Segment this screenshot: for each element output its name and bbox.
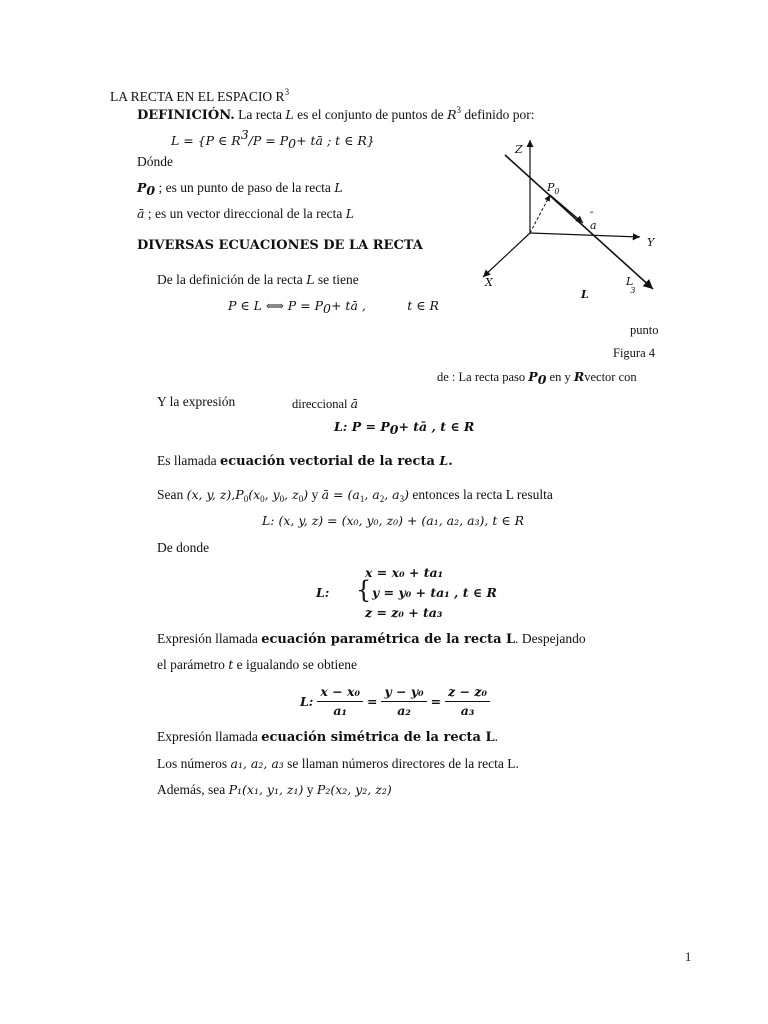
vector-equation: L: $P = P_0+$ tā , t ∈ R [334,419,475,437]
page-title: LA RECTA EN EL ESPACIO $R^3$ [110,87,290,104]
label-a: a [590,219,597,232]
label-x: X [485,276,493,289]
param-eq-z: z = z₀ + ta₃ [365,605,443,620]
caption-punto: punto [630,323,659,337]
label-z: Z [515,143,523,156]
definition-heading: DEFINICIÓN. [137,108,235,123]
caption-line: de : La recta paso $P_0$ en y Rvector con [437,369,637,387]
param-label: L: [316,585,330,600]
set-equation: L = {P ∈ $R^3/P = P_0+$ tā ; t ∈ R} [171,127,375,151]
label-l-bold: L [581,288,589,301]
y-axis [530,233,640,237]
definition-line: DEFINICIÓN. La recta L es el conjunto de puntos de $R^3$ definido por: [137,105,535,123]
x-axis [483,233,530,277]
param-eq-y: y = y₀ + ta₁ , t ∈ R [372,585,497,600]
p0-position-vector [530,195,550,233]
label-l: L 3 [626,275,636,295]
label-y: Y [647,236,655,249]
a-description: ā ; es un vector direccional de la recta L [137,206,355,221]
direccional-label: direccional ā [292,396,359,411]
donde-label: Dónde [137,154,173,169]
ademas-line: Además, sea P₁(x₁, y₁, z₁) y P₂(x₂, y₂, z₂) [157,782,392,797]
sean-line: Sean (x, y, $z),P_0(x_0$, $y_0$, $z_0$) y ā = ($a_1$, $a_2$, $a_3$) entonces la recta L resulta [157,487,553,504]
param-eq-x: x = x₀ + ta₁ [365,565,444,580]
param-brace: { [356,576,372,604]
line-l [505,155,653,289]
expresion-simetrica: Expresión llamada ecuación simétrica de la recta L. [157,729,499,745]
label-p0: $P_0$ [547,181,560,196]
caption-figura: Figura 4 [613,346,656,360]
page-number: 1 [685,950,692,964]
de-donde: De donde [157,540,210,555]
p0-description: $P_0$ ; es un punto de paso de la recta L [137,180,343,198]
section-heading: DIVERSAS ECUACIONES DE LA RECTA [137,238,423,253]
iff-equation: P ∈ L ⟺ $P = P_0+$ tā , t ∈ R [228,298,439,316]
y-la-expresion: Y la expresión [157,394,236,409]
numeros-directores: Los números a₁, a₂, a₃ se llaman números directores de la recta L. [157,756,519,771]
direction-vector [550,195,583,223]
line-equation: L: (x, y, z) = (x₀, y₀, z₀) + (a₁, a₂, a₃), t ∈ R [262,513,525,528]
de-la-definicion: De la definición de la recta L se tiene [157,272,359,287]
es-llamada: Es llamada ecuación vectorial de la recta L. [157,453,453,469]
symmetric-equation: L: $\frac{\text{x − x₀}}{\text{a₁}}$ = $\frac{\text{y − y₀}}{\text{a₂}}$ = $\frac{\text{z − z₀}}{\text{a₃}}$ [300,683,494,720]
label-a-bar: ¯ [588,210,594,223]
el-parametro: el parámetro t e igualando se obtiene [157,657,357,672]
expresion-parametrica: Expresión llamada ecuación paramétrica de la recta L. Despejando [157,631,586,647]
figure-3d-line [455,125,685,305]
